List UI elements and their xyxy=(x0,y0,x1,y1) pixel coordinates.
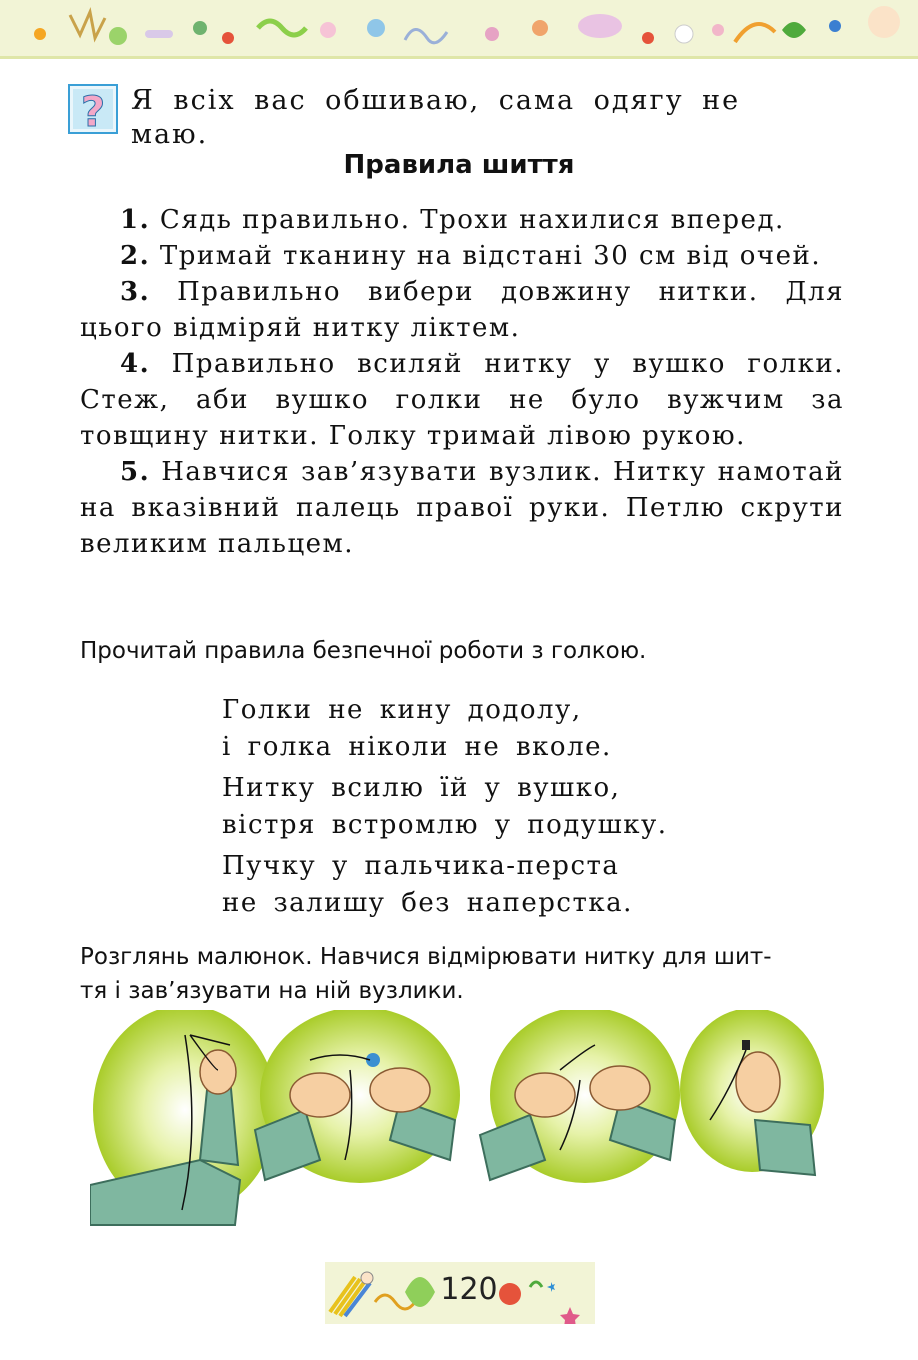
decorative-top-border xyxy=(0,0,918,59)
poem-line: Нитку всилю їй у вушко, xyxy=(222,773,621,803)
rule-item xyxy=(80,346,844,454)
measuring-thread-illustration xyxy=(90,1010,277,1225)
tying-knot-illustration xyxy=(480,1010,680,1183)
rule-number: 5. xyxy=(120,457,151,487)
rule-item xyxy=(80,274,844,346)
section-title: Правила шиття xyxy=(343,150,575,180)
question-mark-icon xyxy=(68,84,118,134)
rule-number: 1. xyxy=(120,205,151,235)
poem-line: вістря встромлю у подушку. xyxy=(222,810,668,840)
svg-text:?: ? xyxy=(80,87,106,134)
drawing-instruction-line: Розглянь малюнок. Навчися відмірювати нитку для шит- xyxy=(80,944,772,970)
safety-instruction: Прочитай правила безпечної роботи з голкою. xyxy=(80,638,647,664)
threading-illustrations xyxy=(90,1010,830,1240)
poem-stanza xyxy=(222,848,782,922)
poem-line: і голка ніколи не вколе. xyxy=(222,732,612,762)
rules-list xyxy=(80,202,844,562)
rule-item xyxy=(80,454,844,562)
poem-line: Пучку у пальчика-перста xyxy=(222,851,620,881)
drawing-instruction xyxy=(80,940,850,1008)
finished-knot-illustration xyxy=(680,1010,824,1175)
rule-text: Сядь правильно. Трохи нахилися вперед. xyxy=(159,205,785,235)
page-number: 120 xyxy=(440,1272,498,1307)
rule-item xyxy=(80,238,844,274)
drawing-instruction-line: тя і зав’язувати на ній вузлики. xyxy=(80,978,464,1004)
rule-number: 2. xyxy=(120,241,151,271)
threading-needle-illustration xyxy=(255,1010,460,1183)
poem-line: не залишу без наперстка. xyxy=(222,888,633,918)
poem xyxy=(222,692,782,926)
poem-stanza xyxy=(222,770,782,844)
rule-text: Тримай тканину на відстані 30 см від очей. xyxy=(159,241,822,271)
rule-text: Навчися зав’язувати вузлик. Нитку намотай на вказівний палець правої руки. Петлю скрути великим пальцем. xyxy=(80,457,844,559)
rule-number: 4. xyxy=(120,349,151,379)
rule-text: Правильно вибери довжину нитки. Для цього відміряй нитку ліктем. xyxy=(80,277,845,343)
rule-item xyxy=(80,202,844,238)
rule-text: Правильно всиляй нитку у вушко голки. Стеж, аби вушко голки не було вужчим за товщину нитки. Голку тримай лівою рукою. xyxy=(80,349,844,451)
poem-line: Голки не кину додолу, xyxy=(222,695,582,725)
poem-stanza xyxy=(222,692,782,766)
rule-number: 3. xyxy=(120,277,151,307)
riddle-text: Я всіх вас обшиваю, сама одягу не маю. xyxy=(131,85,741,150)
floral-border-pattern xyxy=(0,0,918,56)
